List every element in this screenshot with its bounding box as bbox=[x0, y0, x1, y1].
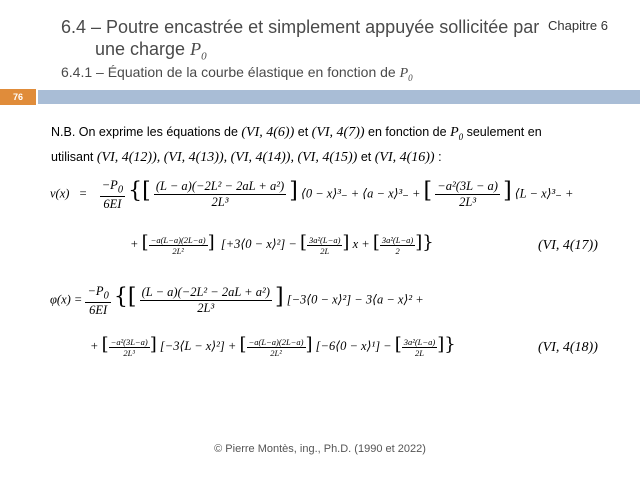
header-band bbox=[38, 90, 640, 104]
section-title: 6.4.1 – Équation de la courbe élastique en fonction de $P_0$ bbox=[61, 64, 413, 83]
page-number: 76 bbox=[0, 89, 36, 105]
equation-phi-line1: φ(x) = $\frac{-P_0}{6EI}$ {[ $\frac{\text{(L − a)(−2L² − 2aL + a²)}}{\text{2L³}}$ ] [−3⟨0 − x⟩²] − 3⟨a − x⟩² + bbox=[50, 284, 424, 317]
page-title: 6.4 – Poutre encastrée et simplement appuyée sollicitée par bbox=[61, 17, 540, 37]
equation-v-line2: + [ $\frac{-a(L-a)(2L-a)}{\text{2L²}}$ ] [+3⟨0 − x⟩²] − [ $\frac{\text{3a²(L−a)}}{2L}$ ] x + [ $\frac{\text{3a²(L−a)}}{2}$ ]} bbox=[130, 232, 434, 256]
page-title-line2: une charge $P_0$ bbox=[95, 39, 207, 63]
equation-18-label: (VI, 4(18)) bbox=[538, 340, 598, 355]
equation-phi-line2: + [ $\frac{\text{−a²(3L−a)}}{\text{2L³}}$ ] [−3⟨L − x⟩²] + [ $\frac{-a(L-a)(2L-a)}{\text{2L²}}$ ] [−6⟨0 − x⟩¹] − [ $\frac{\text{3a²(L−a)}}{2L}$ ]} bbox=[90, 334, 456, 358]
footer-copyright: © Pierre Montès, ing., Ph.D. (1990 et 2022) bbox=[214, 443, 426, 455]
equation-17-label: (VI, 4(17)) bbox=[538, 238, 598, 253]
note-paragraph: N.B. On exprime les équations de (VI, 4(6)) et (VI, 4(7)) en fonction de $P_0$ seulement en utilisant (VI, 4(12)), (VI, 4(13)), (VI, 4(14)), (VI, 4(15)) et (VI, 4(16)) : bbox=[51, 125, 542, 165]
equation-v-line1: v(x) = $\frac{-P_0}{6EI}$ {[ $\frac{\text{(L − a)(−2L² − 2aL + a²)}}{\text{2L³}}$ ] ⟨0 − x⟩³₋ + ⟨a − x⟩³₋ + [ $\frac{\text{−a²(3L − a)}}{\text{2L³}}$ ] ⟨L − x⟩³₋ + bbox=[50, 178, 574, 211]
chapter-label: Chapitre 6 bbox=[548, 18, 608, 33]
